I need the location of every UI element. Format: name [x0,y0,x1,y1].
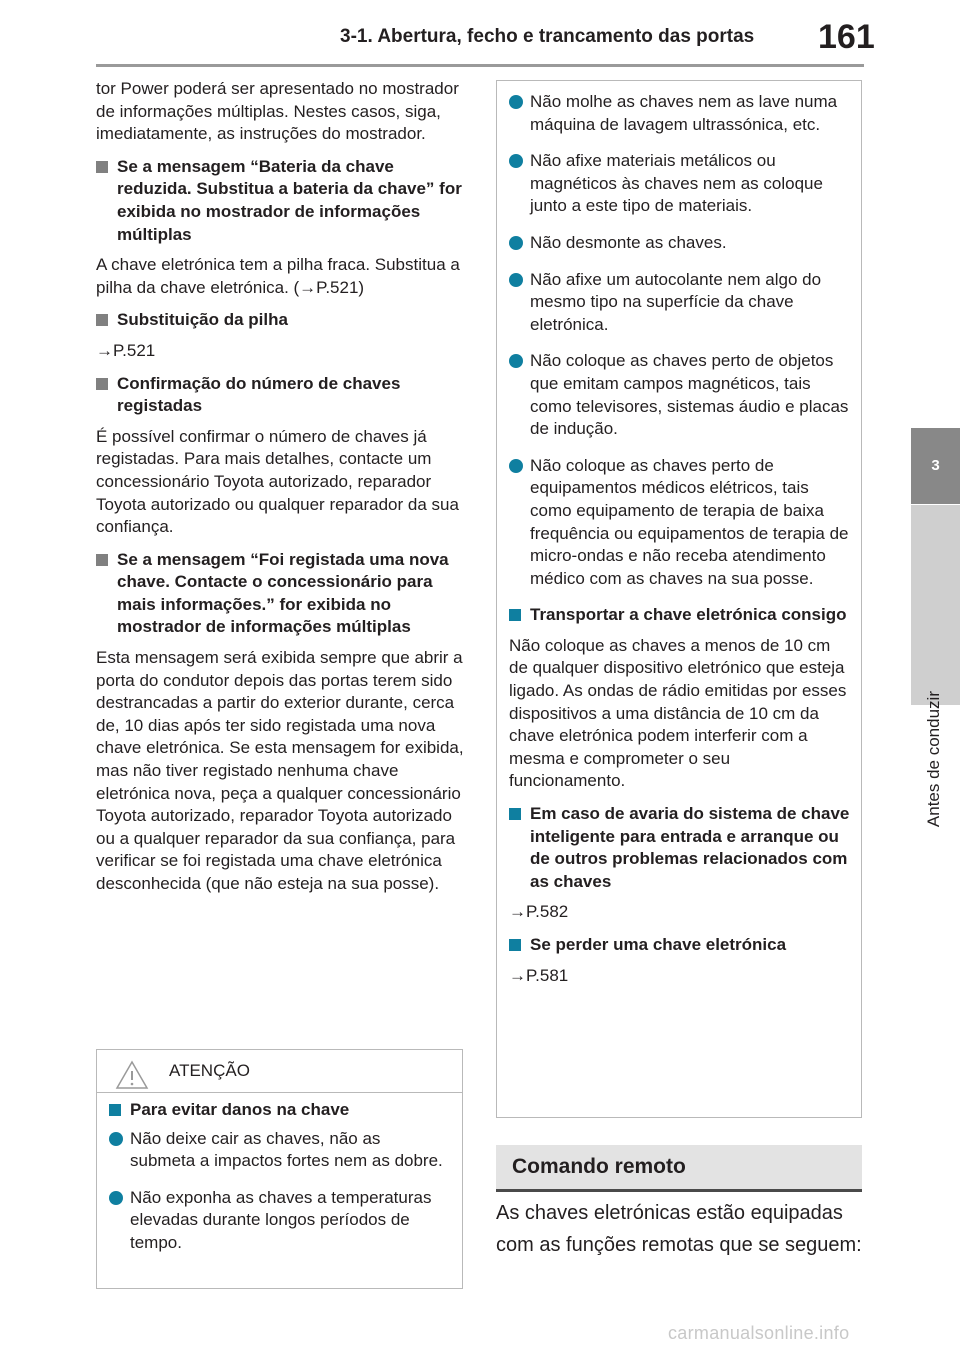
caution-bullet: Não coloque as chaves perto de objetos que emitam campos magnéticos, tais como televisores, sistemas áudio e placas de indução. [509,350,851,440]
caution-bullet: Não exponha as chaves a temperaturas elevadas durante longos períodos de tempo. [109,1187,450,1255]
caution-header [97,1050,462,1093]
section-body: A chave eletrónica tem a pilha fraca. Substitua a pilha da chave eletrónica. (→P.521) [96,255,460,297]
left-column [96,78,466,906]
caution-bullet: Não desmonte as chaves. [509,232,851,255]
caution-bullet: Não coloque as chaves perto de equipamentos médicos elétricos, tais como equipamento de terapia de baixa frequência ou equipamentos de terapia de micro-ondas e não receba atendimento médico com as chaves na sua posse. [509,455,851,591]
caution-box-continued [496,80,862,1118]
section-heading: Substituição da pilha [96,309,466,332]
chapter-title-tab[interactable] [911,505,960,828]
round-bullet-icon [509,459,523,473]
section-title-band [496,1145,862,1192]
caution-title: ATENÇÃO [169,1061,250,1080]
caution-heading: Em caso de avaria do sistema de chave inteligente para entrada e arranque ou de outros problemas relacionados com as chaves [509,803,851,893]
square-bullet-icon [109,1104,121,1116]
square-bullet-icon [509,939,521,951]
header-divider [96,64,864,67]
round-bullet-icon [509,95,523,109]
caution-bullet: Não afixe um autocolante nem algo do mesmo tipo na superfície da chave eletrónica. [509,269,851,337]
page-reference-link[interactable]: →P.582 [509,902,569,922]
round-bullet-icon [509,273,523,287]
round-bullet-icon [509,354,523,368]
page-number: 161 [818,18,875,56]
square-bullet-icon [96,161,108,173]
round-bullet-icon [109,1191,123,1205]
caution-bullet: Não afixe materiais metálicos ou magnéticos às chaves nem as coloque junto a este tipo de materiais. [509,150,851,218]
intro-paragraph: tor Power poderá ser apresentado no mostrador de informações múltiplas. Nestes casos, siga, imediatamente, as instruções do mostrador. [96,79,459,144]
caution-heading: Para evitar danos na chave [109,1099,450,1122]
round-bullet-icon [509,236,523,250]
page-reference-link[interactable]: →P.521 [96,340,156,360]
round-bullet-icon [109,1132,123,1146]
caution-bullet: Não deixe cair as chaves, não as submeta a impactos fortes nem as dobre. [109,1128,450,1173]
square-bullet-icon [96,554,108,566]
caution-text: Não coloque as chaves a menos de 10 cm de qualquer dispositivo eletrónico que esteja ligado. As ondas de rádio emitidas por esses dispositivos a uma distância de 10 cm da chave eletrónica podem interferir com a mesma e comprometer o seu funcionamento. [509,635,847,791]
chapter-number-tab[interactable]: 3 [911,428,960,504]
caution-box [96,1049,463,1289]
square-bullet-icon [509,808,521,820]
section-heading: Confirmação do número de chaves registadas [96,373,466,418]
watermark: carmanualsonline.info [668,1323,850,1343]
section-title: Comando remoto [512,1155,686,1178]
warning-triangle-icon [115,1060,149,1090]
remote-intro-text: As chaves eletrónicas estão equipadas com as funções remotas que se seguem: [496,1202,862,1256]
square-bullet-icon [509,609,521,621]
square-bullet-icon [96,314,108,326]
section-body: Esta mensagem será exibida sempre que abrir a porta do condutor depois das portas terem sido destrancadas a partir do exterior durante, cerca de, 10 dias após ter sido registada uma nova chave eletrónica. Se esta mensagem for exibida, mas não tiver registado nenhuma chave eletrónica nova, peça a qualquer concessionário Toyota autorizado, reparador Toyota autorizado ou a qualquer reparador da sua confiança, para verificar se foi registada uma chave eletrónica desconhecida (que não esteja na sua posse). [96,648,464,893]
caution-bullet: Não molhe as chaves nem as lave numa máquina de lavagem ultrassónica, etc. [509,91,851,136]
section-title: 3-1. Abertura, fecho e trancamento das portas [340,26,755,47]
section-heading: Se a mensagem “Foi registada uma nova chave. Contacte o concessionário para mais informações.” for exibida no mostrador de informações múltiplas [96,549,466,639]
chapter-title: Antes de conduzir [924,691,943,828]
section-heading: Se a mensagem “Bateria da chave reduzida. Substitua a bateria da chave” for exibida no mostrador de informações múltiplas [96,156,466,246]
section-body: É possível confirmar o número de chaves já registadas. Para mais detalhes, contacte um concessionário Toyota autorizado, reparador Toyota autorizado ou qualquer reparador da sua confiança. [96,426,459,537]
caution-heading: Se perder uma chave eletrónica [509,934,851,957]
caution-heading: Transportar a chave eletrónica consigo [509,604,851,627]
square-bullet-icon [96,378,108,390]
round-bullet-icon [509,154,523,168]
page-reference-link[interactable]: →P.581 [509,965,569,985]
